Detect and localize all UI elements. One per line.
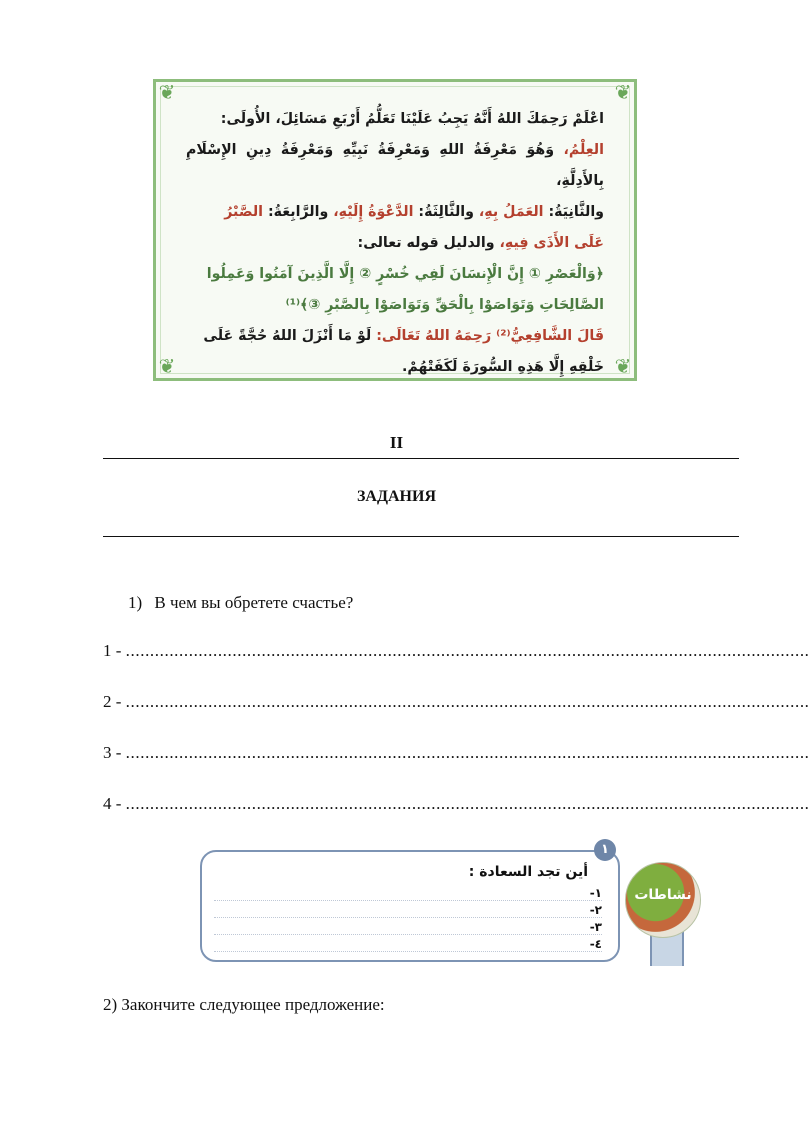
activity-question: أين تجد السعادة : [468,864,588,880]
answer-line-1[interactable] [103,641,810,661]
section-title: ЗАДАНИЯ [356,488,436,505]
arabic-line: والثَّانِيَةُ: العَمَلُ بِهِ، والثَّالِثَةُ: الدَّعْوَةُ إِلَيْهِ، والرَّابِعَةُ: الصَّبْرُ [224,204,604,220]
activity-answer-row[interactable]: ٣- [214,920,602,935]
arabic-highlight: الصَّبْرُ [224,204,264,220]
arabic-line: العِلْمُ، وَهُوَ مَعْرِفَةُ اللهِ وَمَعْرِفَةُ نَبِيِّهِ وَمَعْرِفَةُ دِينِ الإِسْلَامِ بِالأَدِلَّةِ، [186,142,604,189]
answer-label: 3 - [103,743,122,762]
quran-verse-line: الصَّالِحَاتِ وَتَوَاصَوْا بِالْحَقِّ وَتَوَاصَوْا بِالصَّبْرِ ③﴾⁽¹⁾ [285,297,604,313]
activity-answer-row[interactable]: ٢- [214,903,602,918]
arabic-highlight: قَالَ الشَّافِعِيُّ⁽²⁾ رَحِمَهُ اللهُ تَعَالَى: [376,328,604,344]
floral-corner-icon: ❦ [158,356,176,378]
question-number: 1) [128,593,143,612]
answer-dots: ............................................................................................................................................. [125,641,810,660]
activity-number-badge: ١ [594,839,616,861]
activity-emblem-icon [625,862,701,938]
arabic-text-box [153,79,637,381]
answer-label: 2 - [103,692,122,711]
arabic-highlight: الدَّعْوَةُ إِلَيْهِ، [333,204,414,220]
answer-dots: ............................................................................................................................................. [125,692,810,711]
divider [103,458,739,459]
arabic-line: عَلَى الأَذَى فِيهِ، والدليل قوله تعالى: [357,235,604,251]
arabic-line: قَالَ الشَّافِعِيُّ⁽²⁾ رَحِمَهُ اللهُ تَعَالَى: لَوْ مَا أَنْزَلَ اللهُ حُجَّةً عَلَى [203,328,604,344]
answer-line-4[interactable] [103,794,810,814]
question-1 [128,593,353,613]
arabic-highlight: عَلَى الأَذَى فِيهِ، [499,235,604,251]
emblem-label: نشاطات [634,887,692,903]
floral-corner-icon: ❦ [614,82,632,104]
divider [103,536,739,537]
floral-corner-icon: ❦ [158,82,176,104]
answer-line-2[interactable] [103,692,810,712]
answer-dots: ............................................................................................................................................. [125,794,810,813]
answer-label: 1 - [103,641,122,660]
arabic-line: خَلْقِهِ إِلَّا هَذِهِ السُّورَةَ لَكَفَتْهُمْ. [402,359,604,375]
floral-corner-icon: ❦ [614,356,632,378]
arabic-highlight: العَمَلُ بِهِ، [478,204,544,220]
answer-dots: ............................................................................................................................................. [125,743,810,762]
activity-answer-row[interactable]: ١- [214,886,602,901]
quran-verse-line: ﴿وَالْعَصْرِ ① إِنَّ الْإِنسَانَ لَفِي خُسْرٍ ② إِلَّا الَّذِينَ آمَنُوا وَعَمِلُوا [206,266,604,282]
activity-answer-row[interactable]: ٤- [214,937,602,952]
activity-box [200,850,620,962]
answer-line-3[interactable] [103,743,810,763]
section-number: II [389,433,404,452]
arabic-passage [186,104,604,383]
answer-label: 4 - [103,794,122,813]
arabic-highlight: العِلْمُ، [563,142,604,158]
arabic-line: اعْلَمْ رَحِمَكَ اللهُ أَنَّهُ يَجِبُ عَلَيْنَا تَعَلُّمُ أَرْبَعِ مَسَائِلَ، الأُولَى: [220,111,604,127]
task-2: 2) Закончите следующее предложение: [103,995,385,1014]
question-text: В чем вы обретете счастье? [154,593,354,612]
